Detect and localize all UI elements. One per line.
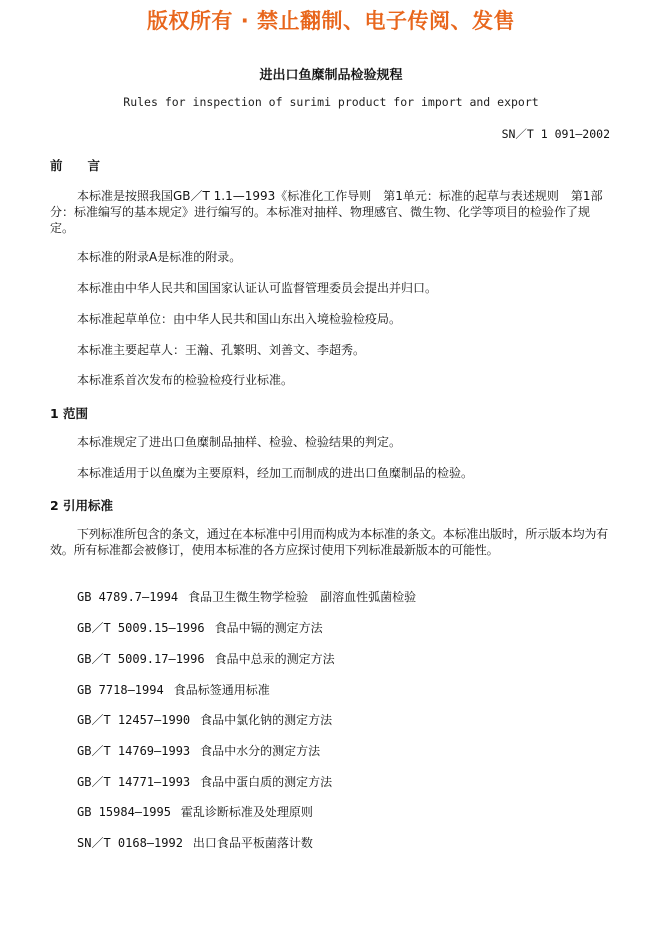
reference-item	[77, 681, 270, 698]
references-heading: 2 引用标准	[50, 498, 114, 513]
reference-code: GB／T 14771—1993	[77, 775, 191, 789]
foreword-paragraph: 本标准的附录A是标准的附录。	[77, 250, 242, 264]
copyright-watermark: 版权所有 · 禁止翻制、电子传阅、发售	[146, 9, 516, 33]
reference-code: GB 7718—1994	[77, 683, 164, 697]
reference-title: 食品卫生微生物学检验 副溶血性弧菌检验	[188, 590, 417, 604]
reference-item	[77, 650, 335, 667]
reference-item	[77, 834, 313, 851]
reference-title: 食品中蛋白质的测定方法	[200, 775, 333, 789]
standard-number: SN／T 1 091—2002	[501, 127, 610, 141]
reference-title: 食品中氯化钠的测定方法	[200, 713, 333, 727]
reference-code: GB／T 5009.15—1996	[77, 621, 205, 635]
reference-item	[77, 742, 320, 759]
reference-code: GB 4789.7—1994	[77, 590, 179, 604]
reference-code: GB／T 12457—1990	[77, 713, 191, 727]
reference-item	[77, 619, 323, 636]
reference-code: GB 15984—1995	[77, 805, 171, 819]
document-title: 进出口鱼糜制品检验规程	[259, 68, 403, 83]
reference-code: GB／T 5009.17—1996	[77, 652, 205, 666]
foreword-paragraph: 本标准系首次发布的检验检疫行业标准。	[77, 373, 294, 387]
foreword-paragraph: 本标准是按照我国GB／T 1.1—1993《标准化工作导则 第1单元：标准的起草与表述规则 第1部分：标准编写的基本规定》进行编写的。本标准对抽样、物理感官、微生物、化学等项目的检验作了规定。	[50, 189, 603, 235]
scope-heading: 1 范围	[50, 406, 89, 421]
foreword-paragraph: 本标准起草单位：由中华人民共和国山东出入境检验检疫局。	[77, 312, 402, 326]
reference-title: 食品中镉的测定方法	[214, 621, 323, 635]
foreword-heading: 前 言	[50, 158, 101, 173]
scope-paragraph: 本标准规定了进出口鱼糜制品抽样、检验、检验结果的判定。	[77, 435, 402, 449]
reference-title: 出口食品平板菌落计数	[192, 836, 313, 850]
document-subtitle-en: Rules for inspection of surimi product for import and export	[123, 95, 539, 109]
reference-code: SN／T 0168—1992	[77, 836, 183, 850]
reference-code: GB／T 14769—1993	[77, 744, 191, 758]
reference-title: 食品中水分的测定方法	[200, 744, 321, 758]
foreword-paragraph: 本标准主要起草人：王瀚、孔繁明、刘善文、李超秀。	[77, 343, 366, 357]
reference-item	[77, 773, 332, 790]
reference-item	[77, 711, 332, 728]
reference-title: 食品中总汞的测定方法	[214, 652, 335, 666]
foreword-paragraph: 本标准由中华人民共和国国家认证认可监督管理委员会提出并归口。	[77, 281, 438, 295]
scope-paragraph: 本标准适用于以鱼糜为主要原料，经加工而制成的进出口鱼糜制品的检验。	[77, 466, 474, 480]
reference-item	[77, 588, 416, 605]
reference-title: 霍乱诊断标准及处理原则	[180, 805, 313, 819]
references-intro: 下列标准所包含的条文，通过在本标准中引用而构成为本标准的条文。本标准出版时，所示版本均为有效。所有标准都会被修订，使用本标准的各方应探讨使用下列标准最新版本的可能性。	[50, 527, 609, 557]
reference-item	[77, 803, 313, 820]
reference-title: 食品标签通用标准	[173, 683, 270, 697]
